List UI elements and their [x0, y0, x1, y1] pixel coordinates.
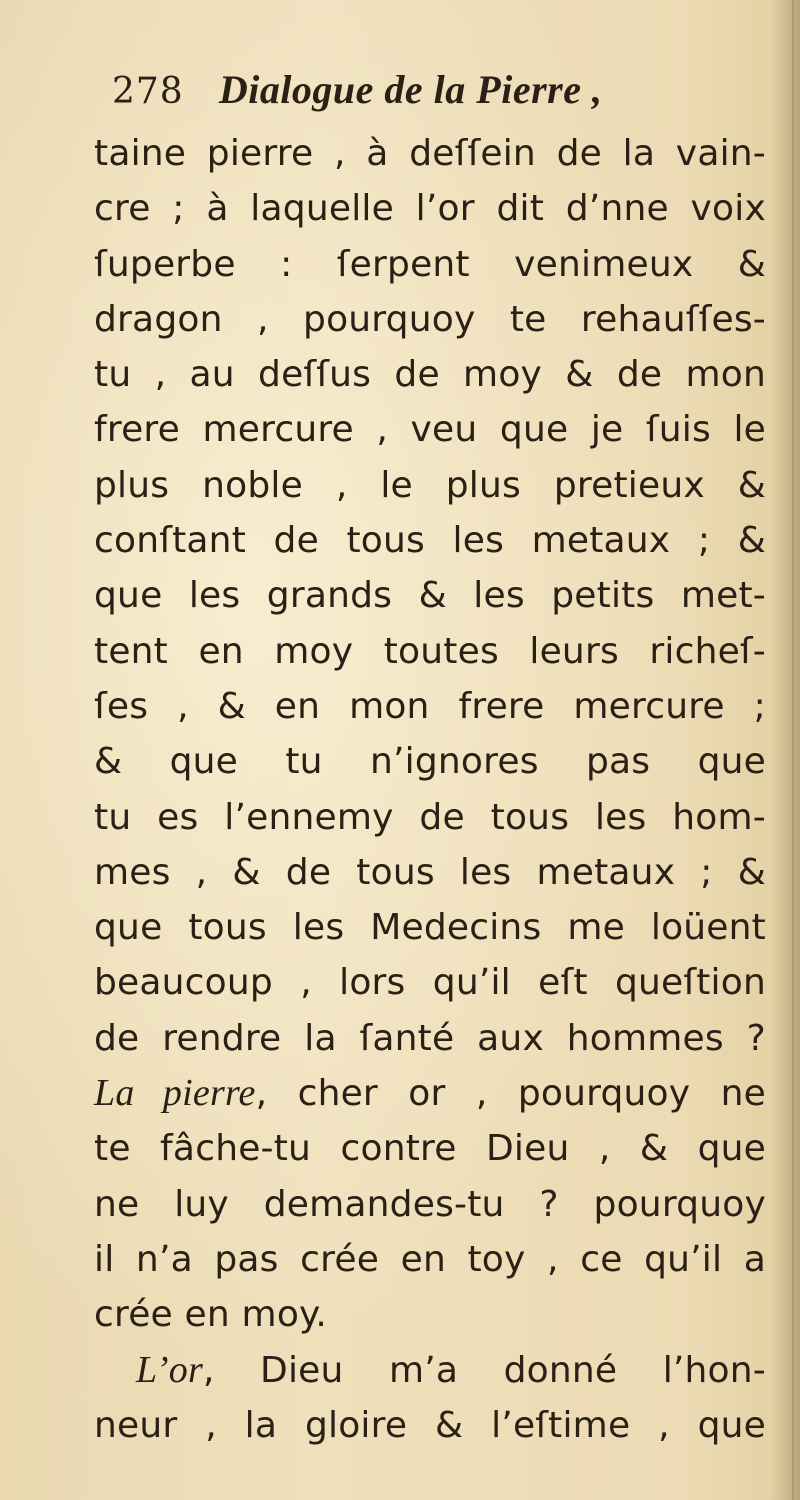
- body-text: [94, 126, 766, 1453]
- speaker-name: L’or: [136, 1348, 203, 1391]
- line-text: il n’a pas crée en toy , ce qu’il a: [94, 1238, 766, 1280]
- line-text: taine pierre , à deſſein de la vain-: [94, 133, 766, 174]
- text-line: [94, 1343, 766, 1398]
- running-title: Dialogue de la Pierre ,: [218, 67, 603, 112]
- page-gutter: [770, 0, 800, 1500]
- text-line: [94, 1177, 766, 1232]
- text-line: [94, 955, 766, 1010]
- text-line: [94, 900, 766, 955]
- text-line: [94, 126, 766, 181]
- text-line: [94, 513, 766, 568]
- gutter-edge: [792, 0, 794, 1500]
- line-text: te fâche-tu contre Dieu , & que: [94, 1128, 766, 1170]
- text-line: [94, 624, 766, 679]
- text-line: [94, 1232, 766, 1287]
- page-number: 278: [112, 71, 184, 112]
- line-text: de rendre la ſanté aux hommes ?: [94, 1017, 766, 1059]
- text-line: [94, 790, 766, 845]
- text-line: [94, 1011, 766, 1066]
- text-line: [94, 292, 766, 347]
- line-text: conſtant de tous les metaux ; &: [94, 520, 766, 562]
- line-text: , cher or , pourquoy ne: [255, 1073, 766, 1115]
- text-line: [94, 679, 766, 734]
- running-head: [112, 66, 752, 116]
- text-line: [94, 1398, 766, 1453]
- line-text: que les grands & les petits met-: [94, 575, 766, 617]
- speaker-name: La pierre: [94, 1072, 256, 1115]
- text-line: [94, 347, 766, 402]
- text-line: [94, 1121, 766, 1176]
- line-text: neur , la gloire & l’eſtime , que: [94, 1404, 766, 1446]
- text-line: [94, 568, 766, 623]
- line-text: , Dieu m’a donné l’hon-: [202, 1349, 766, 1391]
- line-text: ſuperbe : ſerpent venimeux &: [94, 243, 766, 285]
- line-text: ne luy demandes-tu ? pourquoy: [94, 1183, 766, 1225]
- line-text: tent en moy toutes leurs richeſ-: [94, 630, 766, 672]
- text-line: [94, 237, 766, 292]
- text-line: [94, 402, 766, 457]
- line-text: plus noble , le plus pretieux &: [94, 464, 766, 506]
- line-text: ſes , & en mon frere mercure ;: [94, 685, 766, 727]
- line-text: tu es l’ennemy de tous les hom-: [94, 796, 766, 838]
- line-text: frere mercure , veu que je ſuis le: [94, 409, 766, 451]
- text-line: [94, 458, 766, 513]
- line-text: que tous les Medecins me loüent: [94, 907, 766, 949]
- text-line: [94, 1287, 766, 1342]
- line-text: & que tu n’ignores pas que: [94, 741, 766, 783]
- text-line: [94, 1066, 766, 1121]
- line-text: dragon , pourquoy te rehauſſes-: [94, 298, 766, 340]
- text-line: [94, 845, 766, 900]
- line-text: mes , & de tous les metaux ; &: [94, 851, 766, 893]
- text-line: [94, 181, 766, 236]
- line-text: crée en moy.: [94, 1294, 328, 1336]
- line-text: beaucoup , lors qu’il eſt queſtion: [94, 962, 766, 1004]
- text-line: [94, 734, 766, 789]
- line-text: tu , au deſſus de moy & de mon: [94, 354, 766, 396]
- line-text: cre ; à laquelle l’or dit d’nne voix: [94, 188, 766, 230]
